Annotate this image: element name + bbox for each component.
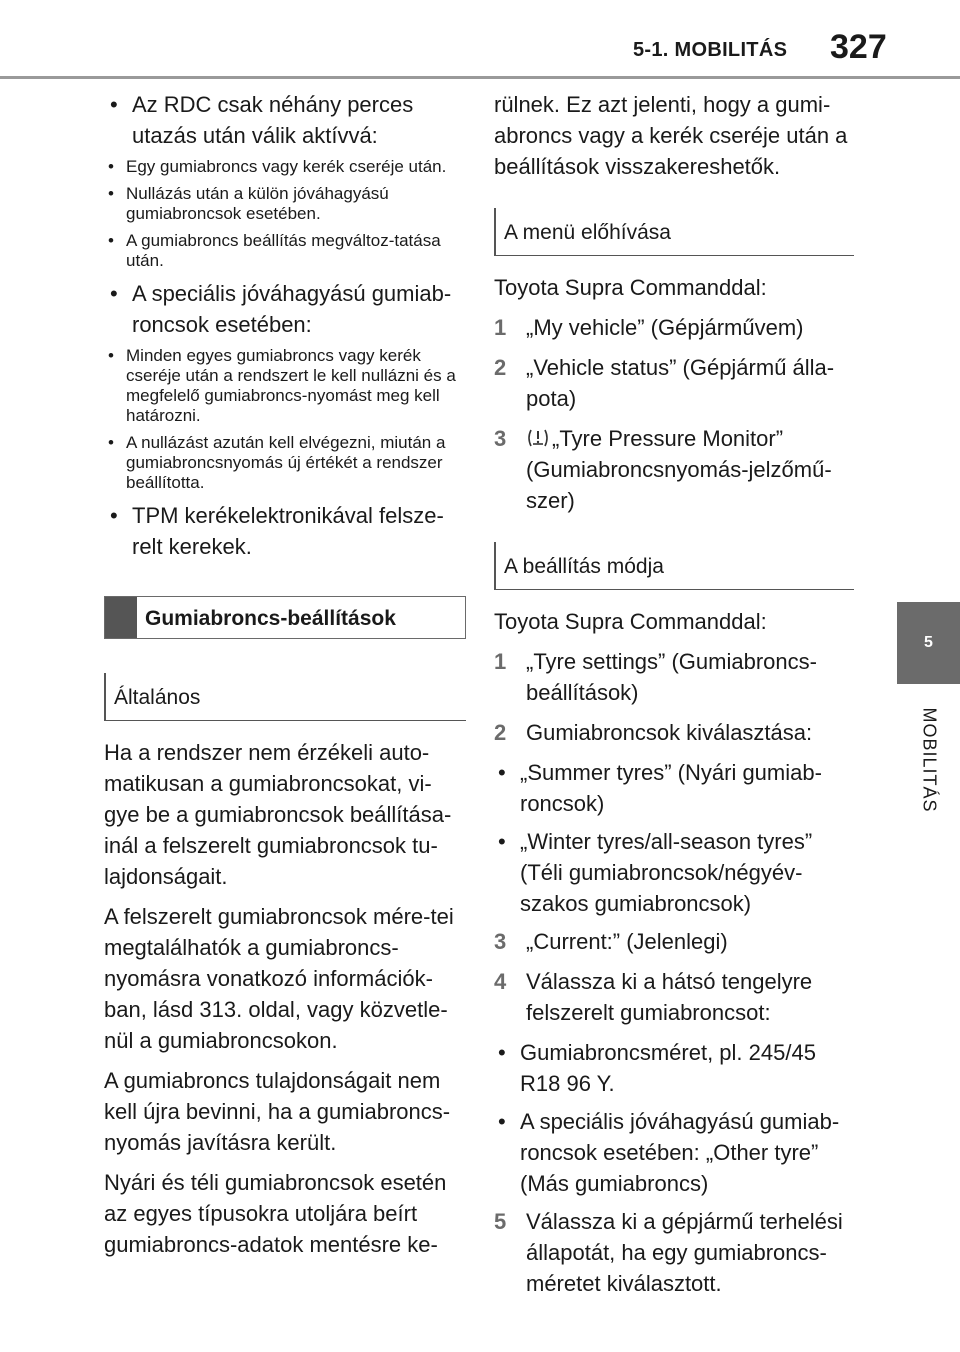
step-item: [494, 646, 854, 708]
subheading: Általános: [114, 686, 201, 709]
sub-bullet-text: Minden egyes gumiabroncs vagy kerék cseréje után a rendszert le kell nullázni és a megfelelő gumiabroncs-nyomást meg kell határozni.: [126, 346, 456, 425]
paragraph: A felszerelt gumiabroncsok mére-tei megtalálhatók a gumiabroncs-nyomásra vonatkozó információk-ban, lásd 313. oldal, vagy közvetle-nül a gumiabroncsokon.: [104, 904, 454, 1053]
section-heading: Gumiabroncs-beállítások: [145, 607, 396, 630]
subheading-block: [494, 542, 854, 590]
tyre-pressure-warning-icon: [526, 427, 550, 449]
option-bullet: • A speciális jóváhagyású gumiab-roncsok esetében: „Other tyre” (Más gumiabroncs): [498, 1109, 840, 1196]
sub-bullet-text: A gumiabroncs beállítás megváltoz-tatása után.: [126, 231, 441, 270]
bullet-text: A speciális jóváhagyású gumiab-roncsok esetében:: [132, 281, 452, 337]
paragraph: Ha a rendszer nem érzékeli auto-matikusan a gumiabroncsokat, vi-gye be a gumiabroncsok beállítása-inál a felszerelt gumiabroncsok tu-lajdonságait.: [104, 740, 452, 889]
sub-bullet-text: Nullázás után a külön jóváhagyású gumiabroncsok esetében.: [126, 184, 389, 223]
header-rule: [0, 76, 960, 79]
option-bullet: • „Winter tyres/all-season tyres” (Téli gumiabroncsok/négyév-szakos gumiabroncsok): [498, 829, 813, 916]
sub-bullet-item: • A gumiabroncs beállítás megváltoz-tatása után.: [108, 231, 441, 270]
chapter-tab-label-text: MOBILITÁS: [919, 707, 939, 813]
bullet-text: Az RDC csak néhány perces utazás után válik aktívvá:: [132, 92, 414, 148]
step-item: [494, 926, 854, 957]
intro-text: Toyota Supra Commanddal:: [494, 275, 767, 300]
paragraph: Nyári és téli gumiabroncsok esetén az egyes típusokra utoljára beírt gumiabroncs-adatok mentésre ke-: [104, 1170, 447, 1257]
step-item: [494, 423, 854, 516]
bullet-item: • Az RDC csak néhány perces utazás után válik aktívvá:: [110, 92, 414, 148]
step-item: [494, 312, 854, 343]
chapter-tab-label: [897, 690, 960, 830]
step-item: [494, 1206, 854, 1299]
subheading: A menü előhívása: [504, 221, 671, 244]
chapter-tab-number: 5: [897, 602, 960, 684]
subheading-block: [494, 208, 854, 256]
option-text: „Winter tyres/all-season tyres” (Téli gumiabroncsok/négyév-szakos gumiabroncsok): [520, 829, 813, 916]
step-text: Válassza ki a gépjármű terhelési állapotát, ha egy gumiabroncs-méretet kiválasztott.: [526, 1209, 843, 1296]
page-number: 327: [830, 28, 887, 66]
step-text: „Tyre settings” (Gumiabroncs-beállítások): [526, 649, 817, 705]
section-heading-box: [104, 596, 466, 639]
sub-bullet-text: Egy gumiabroncs vagy kerék cseréje után.: [126, 157, 447, 176]
step-number: 4: [494, 969, 507, 994]
subheading: A beállítás módja: [504, 555, 664, 578]
right-column: [494, 89, 854, 1308]
option-text: „Summer tyres” (Nyári gumiab-roncsok): [520, 760, 822, 816]
step-text: „My vehicle” (Gépjárművem): [526, 315, 804, 340]
option-bullet: • „Summer tyres” (Nyári gumiab-roncsok): [498, 760, 822, 816]
sub-bullet-item: • A nullázást azután kell elvégezni, miután a gumiabroncsnyomás új értékét a rendszer beállította.: [108, 433, 446, 492]
step-text: Gumiabroncsok kiválasztása:: [526, 720, 813, 745]
option-bullet: • Gumiabroncsméret, pl. 245/45 R18 96 Y.: [498, 1040, 816, 1096]
sub-bullet-text: A nullázást azután kell elvégezni, miután a gumiabroncsnyomás új értékét a rendszer beállította.: [126, 433, 446, 492]
bullet-text: TPM kerékelektronikával felsze-relt kerekek.: [132, 503, 444, 559]
section-title: 5-1. MOBILITÁS: [633, 39, 788, 61]
step-text: „Current:” (Jelenlegi): [526, 929, 728, 954]
step-number: 5: [494, 1209, 507, 1234]
step-number: 2: [494, 355, 507, 380]
step-text: Válassza ki a hátsó tengelyre felszerelt gumiabroncsot:: [526, 969, 813, 1025]
subheading-block: [104, 673, 466, 721]
step-number: 1: [494, 315, 507, 340]
left-column: [104, 89, 466, 1269]
step-number: 1: [494, 649, 507, 674]
bullet-item: • TPM kerékelektronikával felsze-relt kerekek.: [110, 503, 444, 559]
option-text: A speciális jóváhagyású gumiab-roncsok esetében: „Other tyre” (Más gumiabroncs): [520, 1109, 840, 1196]
step-item: [494, 717, 854, 748]
sub-bullet-item: • Minden egyes gumiabroncs vagy kerék cseréje után a rendszert le kell nullázni és a megfelelő gumiabroncs-nyomást meg kell határozni.: [108, 346, 456, 425]
heading-bar: [105, 597, 137, 638]
option-text: Gumiabroncsméret, pl. 245/45 R18 96 Y.: [520, 1040, 816, 1096]
paragraph: A gumiabroncs tulajdonságait nem kell újra bevinni, ha a gumiabroncs-nyomás javításra került.: [104, 1068, 451, 1155]
step-item: [494, 352, 854, 414]
step-item: [494, 966, 854, 1028]
sub-bullet-item: • Egy gumiabroncs vagy kerék cseréje után.: [108, 157, 447, 176]
bullet-item: • A speciális jóváhagyású gumiab-roncsok esetében:: [110, 281, 452, 337]
step-number: 3: [494, 426, 507, 451]
intro-text: Toyota Supra Commanddal:: [494, 609, 767, 634]
step-text: „Vehicle status” (Gépjármű álla-pota): [526, 355, 835, 411]
step-number: 2: [494, 720, 507, 745]
paragraph-continuation: rülnek. Ez azt jelenti, hogy a gumi-abroncs vagy a kerék cseréje után a beállítások visszakereshetők.: [494, 92, 848, 179]
step-number: 3: [494, 929, 507, 954]
sub-bullet-item: • Nullázás után a külön jóváhagyású gumiabroncsok esetében.: [108, 184, 389, 223]
step-text: „Tyre Pressure Monitor” (Gumiabroncsnyomás-jelzőmű-szer): [526, 426, 832, 513]
